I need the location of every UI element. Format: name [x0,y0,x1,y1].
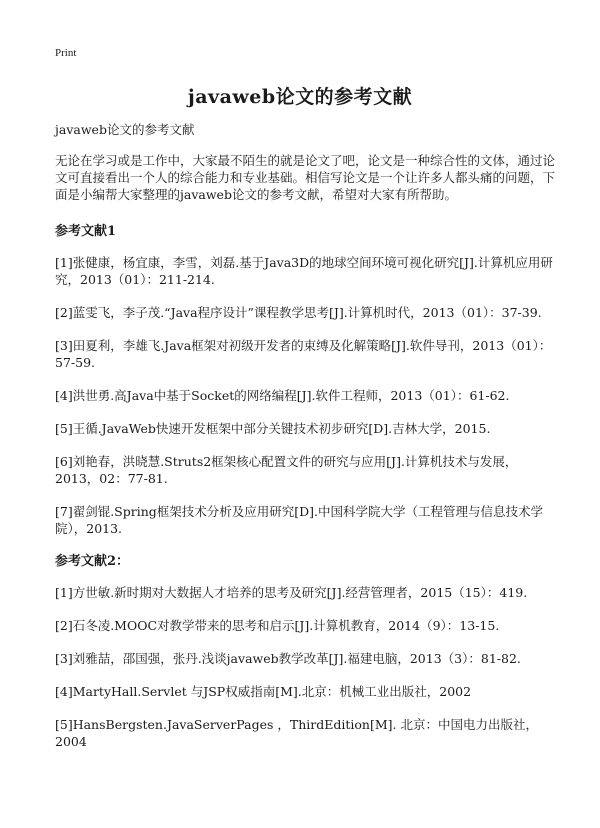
reference-section-1 [55,223,555,537]
reference-item: [7]翟剑锟.Spring框架技术分析及应用研究[D].中国科学院大学（工程管理与信息技术学院），2013. [55,504,544,536]
reference-section-2 [55,553,555,750]
reference-item: [3]田夏利，李雄飞.Java框架对初级开发者的束缚及化解策略[J].软件导刊，2013（01）：57-59. [55,338,552,370]
reference-list [55,584,555,750]
reference-item: [1]张健康，杨宜康，李雪，刘磊.基于Java3D的地球空间环境可视化研究[J].计算机应用研究，2013（01）：211-214. [55,255,553,287]
reference-item: [6]刘艳春，洪晓慧.Struts2框架核心配置文件的研究与应用[J].计算机技术与发展，2013，02：77-81. [55,454,518,486]
page-title: javaweb论文的参考文献 [187,86,413,108]
reference-item: [2]石冬凌.MOOC对教学带来的思考和启示[J].计算机教育，2014（9）：13-15. [55,618,500,633]
reference-item: [2]蓝雯飞，李子茂.“Java程序设计”课程教学思考[J].计算机时代，2013（01）：37-39. [55,305,542,320]
reference-item: [5]王循.JavaWeb快速开发框架中部分关键技术初步研究[D].吉林大学，2015. [55,421,491,436]
print-link[interactable]: Print [55,47,77,59]
reference-item: [4]洪世勇.高Java中基于Socket的网络编程[J].软件工程师，2013（01）：61-62. [55,388,510,403]
reference-item: [5]HansBergsten.JavaServerPages ，ThirdEdition[M]. 北京：中国电力出版社，2004 [55,717,538,749]
reference-list [55,254,555,537]
article-body [55,121,555,766]
reference-item: [3]刘雅喆，邵国强，张丹.浅谈javaweb教学改革[J].福建电脑，2013（3）：81-82. [55,651,521,666]
intro-paragraph: 无论在学习或是工作中，大家最不陌生的就是论文了吧，论文是一种综合性的文体，通过论文可直接看出一个人的综合能力和专业基础。相信写论文是一个让许多人都头痛的问题，下面是小编帮大家整理的javaweb论文的参考文献，希望对大家有所帮助。 [55,153,556,202]
reference-item: [4]MartyHall.Servlet 与JSP权威指南[M].北京：机械工业出版社，2002 [55,684,472,699]
article-subtitle: javaweb论文的参考文献 [55,122,195,137]
reference-item: [1]方世敏.新时期对大数据人才培养的思考及研究[J].经营管理者，2015（15）：419. [55,585,528,600]
section-heading: 参考文献2： [55,554,130,569]
section-heading: 参考文献1 [55,224,117,239]
